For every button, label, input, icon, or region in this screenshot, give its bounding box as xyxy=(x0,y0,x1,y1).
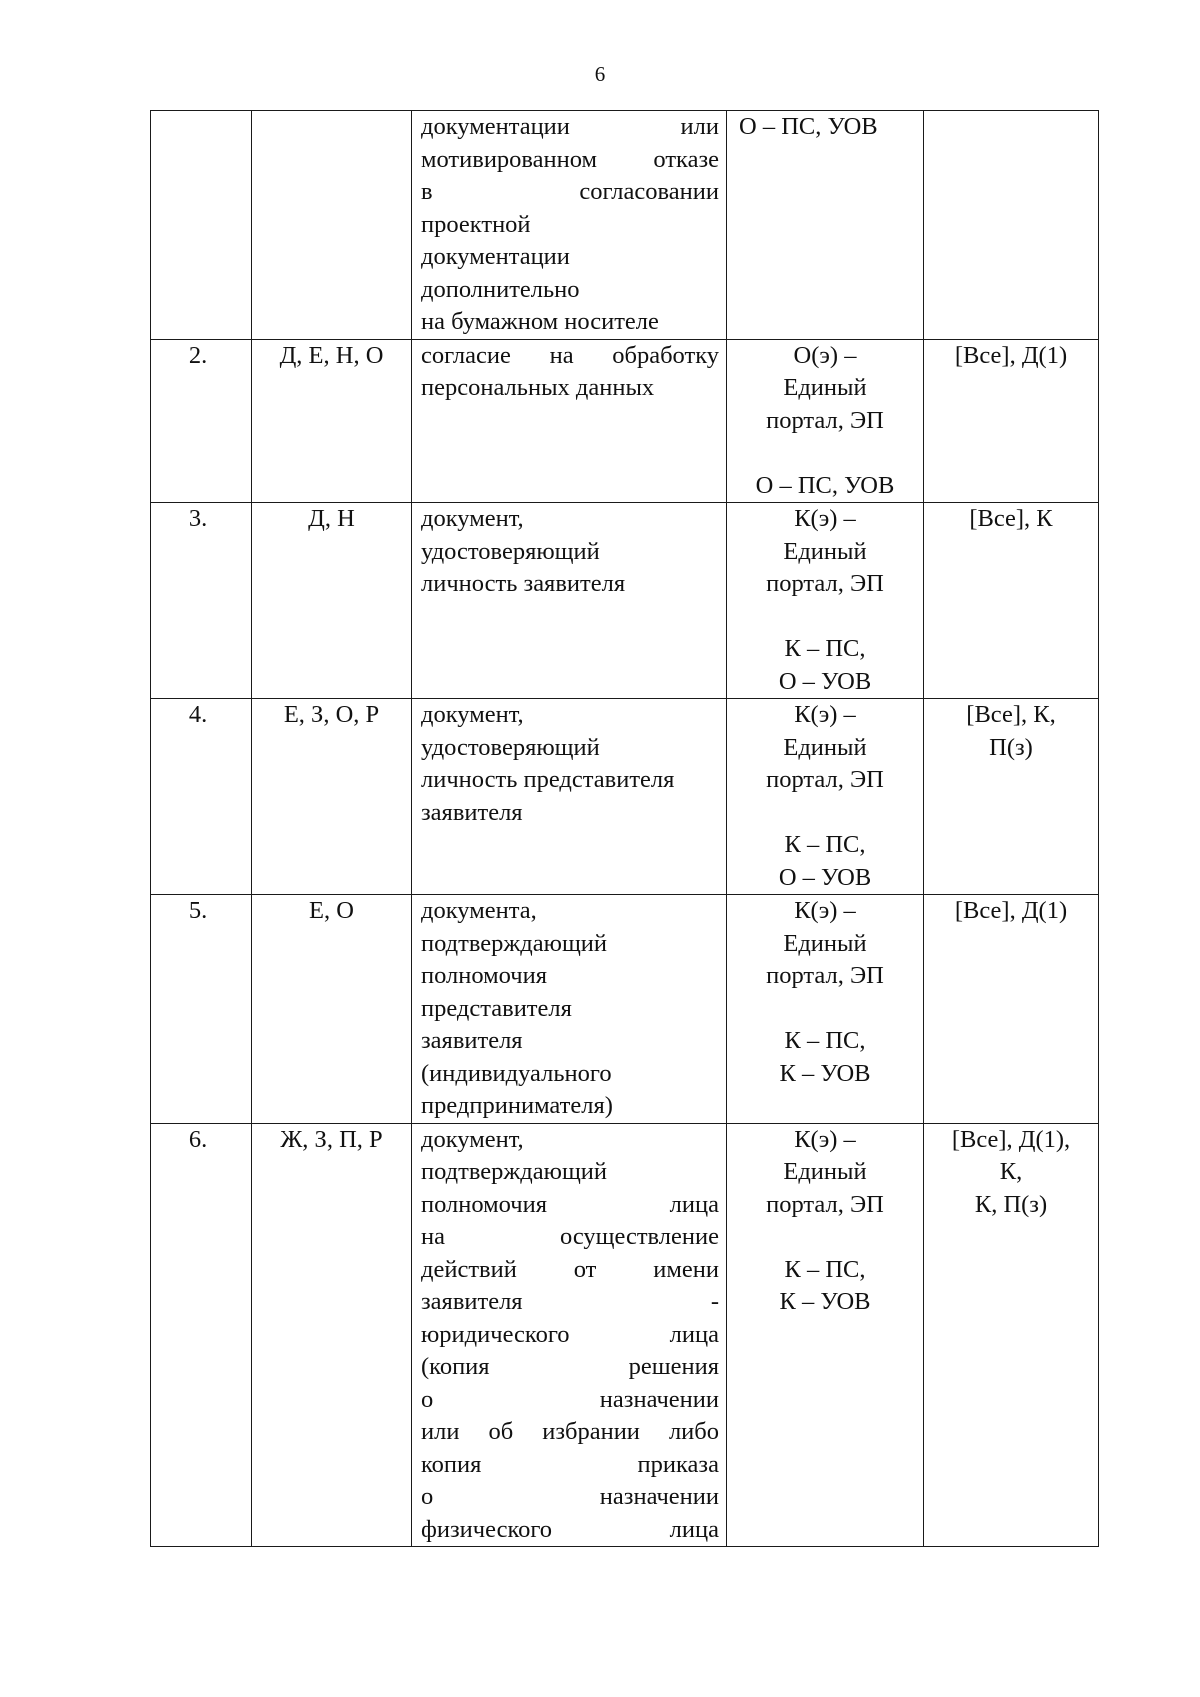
description-line: документации или xyxy=(421,113,719,140)
description-line: (копия решения xyxy=(421,1353,719,1380)
table-body xyxy=(151,111,1099,1547)
description-line: документ, xyxy=(421,701,524,728)
description-line: согласие на обработку xyxy=(421,341,719,369)
requirements-cell xyxy=(924,339,1099,503)
description-line: действий от имени xyxy=(421,1255,719,1283)
description-line: документ, xyxy=(421,1125,524,1153)
requirements-cell xyxy=(924,1123,1099,1547)
submission-method-line: К(э) – xyxy=(794,897,856,924)
description-line: или об избрании либо xyxy=(421,1418,719,1445)
table-row xyxy=(151,699,1099,895)
submission-method-line: О – УОВ xyxy=(778,667,872,695)
row-number-cell: 2. xyxy=(151,339,252,503)
description-line: о назначении xyxy=(421,1483,719,1510)
applicant-codes-cell: Е, О xyxy=(252,895,412,1124)
document-description-cell xyxy=(412,503,727,699)
description-line: подтверждающий xyxy=(421,1158,608,1185)
document-description-cell xyxy=(412,1123,727,1547)
submission-method-line: Единый xyxy=(783,537,867,565)
description-line: копия приказа xyxy=(421,1450,719,1478)
submission-method-line: К – ПС, xyxy=(784,831,866,858)
table-row xyxy=(151,1123,1099,1547)
description-line: о назначении xyxy=(421,1385,719,1413)
submission-method-line xyxy=(727,1221,923,1254)
description-line: проектной xyxy=(421,210,531,238)
submission-method-line: Единый xyxy=(783,929,867,957)
requirements-line: [Все], Д(1) xyxy=(954,897,1068,924)
description-line: заявителя xyxy=(421,798,523,826)
submission-method-line xyxy=(727,437,923,470)
description-line: дополнительно xyxy=(421,275,580,303)
requirements-line: К, xyxy=(999,1158,1023,1185)
requirements-line: [Все], Д(1) xyxy=(954,341,1068,369)
submission-method-line: портал, ЭП xyxy=(766,406,884,434)
description-line: подтверждающий xyxy=(421,929,608,957)
submission-method-cell xyxy=(727,1123,924,1547)
row-number-cell: 5. xyxy=(151,895,252,1124)
description-line: физического лица xyxy=(421,1515,719,1543)
description-line: документации xyxy=(421,243,570,270)
requirements-line: [Все], К, xyxy=(966,701,1056,728)
submission-method-cell xyxy=(727,895,924,1124)
submission-method-line: Единый xyxy=(783,733,867,761)
row-number-cell: 6. xyxy=(151,1123,252,1547)
submission-method-line: К(э) – xyxy=(794,505,856,532)
description-line: предпринимателя) xyxy=(421,1092,613,1119)
submission-method-line: О – ПС, УОВ xyxy=(755,471,895,499)
requirements-line: К, П(з) xyxy=(974,1190,1048,1218)
submission-method-line: О(э) – xyxy=(793,341,857,369)
description-line: на бумажном носителе xyxy=(421,308,659,335)
requirements-cell xyxy=(924,895,1099,1124)
submission-method-line: портал, ЭП xyxy=(766,570,884,597)
document-description-cell xyxy=(412,111,727,340)
applicant-codes-cell: Д, Н xyxy=(252,503,412,699)
submission-method-cell xyxy=(727,339,924,503)
description-line: юридического лица xyxy=(421,1320,719,1348)
description-line: представителя xyxy=(421,994,572,1022)
description-line: документа, xyxy=(421,897,537,924)
requirements-line: [Все], Д(1), xyxy=(951,1125,1071,1153)
description-line: документ, xyxy=(421,505,524,532)
description-line: в согласовании xyxy=(421,178,719,205)
submission-method-line: К(э) – xyxy=(794,1125,856,1153)
submission-method-line xyxy=(727,993,923,1026)
table-row xyxy=(151,111,1099,340)
submission-method-line: О – ПС, УОВ xyxy=(739,113,878,140)
submission-method-line: К – ПС, xyxy=(784,635,866,662)
submission-method-line: Единый xyxy=(783,1158,867,1185)
page-number: 6 xyxy=(594,62,606,86)
description-line: полномочия xyxy=(421,962,547,989)
document-description-cell xyxy=(412,699,727,895)
description-line: на осуществление xyxy=(421,1223,719,1250)
description-line: личность заявителя xyxy=(421,570,626,597)
requirements-cell xyxy=(924,503,1099,699)
submission-method-line: К – УОВ xyxy=(779,1288,871,1315)
documents-table xyxy=(150,110,1099,1547)
applicant-codes-cell xyxy=(252,111,412,340)
applicant-codes-cell: Д, Е, Н, О xyxy=(252,339,412,503)
requirements-cell xyxy=(924,699,1099,895)
row-number-cell: 4. xyxy=(151,699,252,895)
submission-method-line: К – ПС, xyxy=(784,1027,866,1054)
table-row xyxy=(151,895,1099,1124)
requirements-cell xyxy=(924,111,1099,340)
requirements-line: [Все], К xyxy=(969,505,1053,532)
submission-method-line: К(э) – xyxy=(794,701,856,728)
description-line: полномочия лица xyxy=(421,1190,719,1218)
submission-method-line: К – ПС, xyxy=(784,1255,866,1283)
document-description-cell xyxy=(412,895,727,1124)
description-line: персональных данных xyxy=(421,374,655,401)
description-line: удостоверяющий xyxy=(421,537,600,565)
document-description-cell xyxy=(412,339,727,503)
applicant-codes-cell: Ж, З, П, Р xyxy=(252,1123,412,1547)
description-line: заявителя xyxy=(421,1027,523,1054)
submission-method-cell xyxy=(727,699,924,895)
submission-method-line: портал, ЭП xyxy=(766,1190,884,1218)
submission-method-cell xyxy=(727,503,924,699)
submission-method-line: К – УОВ xyxy=(779,1059,871,1087)
description-line: удостоверяющий xyxy=(421,733,600,761)
submission-method-line xyxy=(727,601,923,634)
description-line: личность представителя xyxy=(421,766,675,793)
submission-method-cell xyxy=(727,111,924,340)
row-number-cell xyxy=(151,111,252,340)
row-number-cell: 3. xyxy=(151,503,252,699)
submission-method-line: портал, ЭП xyxy=(766,962,884,989)
table-row xyxy=(151,339,1099,503)
description-line: мотивированном отказе xyxy=(421,145,719,173)
applicant-codes-cell: Е, З, О, Р xyxy=(252,699,412,895)
submission-method-line xyxy=(727,797,923,830)
submission-method-line: О – УОВ xyxy=(778,863,872,891)
submission-method-line: портал, ЭП xyxy=(766,766,884,793)
description-line: (индивидуального xyxy=(421,1059,612,1087)
submission-method-line: Единый xyxy=(783,374,867,401)
table-row xyxy=(151,503,1099,699)
description-line: заявителя - xyxy=(421,1288,719,1315)
requirements-line: П(з) xyxy=(989,733,1033,761)
